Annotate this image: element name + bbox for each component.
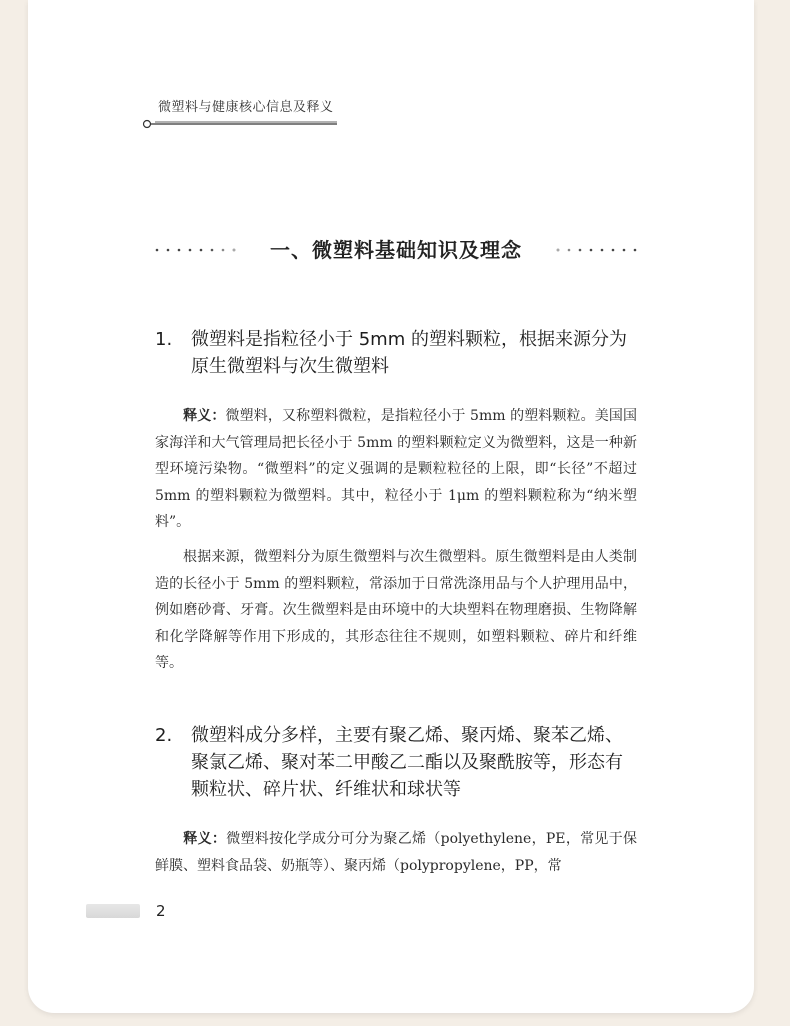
- item-1-heading: [155, 326, 637, 380]
- item-1-explanation-paragraph-1: [155, 403, 637, 536]
- page-number: 2: [156, 902, 166, 920]
- item-2-explanation-paragraph-1: [155, 826, 637, 879]
- explanation-text: 微塑料，又称塑料微粒，是指粒径小于 5mm 的塑料颗粒。美国国家海洋和大气管理局把长径小于 5mm 的塑料颗粒定义为微塑料，这是一种新型环境污染物。“微塑料”的定义强调的是颗粒粒径的上限，即“长径”不超过 5mm 的塑料颗粒为微塑料。其中，粒径小于 1μm 的塑料颗粒称为“纳米塑料”。: [155, 408, 638, 530]
- explanation-text: 微塑料按化学成分可分为聚乙烯（polyethylene，PE，常见于保鲜膜、塑料食品袋、奶瓶等）、聚丙烯（polypropylene，PP，常: [155, 831, 637, 874]
- running-header: 微塑料与健康核心信息及释义: [158, 100, 334, 115]
- explanation-label: 释义：: [183, 831, 227, 847]
- item-2-heading: [155, 722, 637, 803]
- header-rule-ornament: [141, 119, 341, 129]
- decorative-dots-right: [555, 248, 637, 252]
- item-number: 2.: [155, 725, 173, 746]
- item-heading-text: 微塑料是指粒径小于 5mm 的塑料颗粒，根据来源分为原生微塑料与次生微塑料: [191, 329, 627, 377]
- item-heading-text: 微塑料成分多样，主要有聚乙烯、聚丙烯、聚苯乙烯、聚氯乙烯、聚对苯二甲酸乙二酯以及聚酰胺等，形态有颗粒状、碎片状、纤维状和球状等: [191, 725, 623, 800]
- explanation-label: 释义：: [183, 408, 226, 424]
- footer-decorative-bar: [86, 904, 140, 918]
- item-1-explanation-paragraph-2: 根据来源，微塑料分为原生微塑料与次生微塑料。原生微塑料是由人类制造的长径小于 5mm 的塑料颗粒，常添加于日常洗涤用品与个人护理用品中，例如磨砂膏、牙膏。次生微塑料是由环境中的大块塑料在物理磨损、生物降解和化学降解等作用下形成的，其形态往往不规则，如塑料颗粒、碎片和纤维等。: [155, 549, 637, 671]
- decorative-dots-left: [155, 248, 237, 252]
- section-title: 一、微塑料基础知识及理念: [270, 238, 522, 262]
- item-number: 1.: [155, 329, 173, 350]
- section-title-row: [155, 232, 637, 266]
